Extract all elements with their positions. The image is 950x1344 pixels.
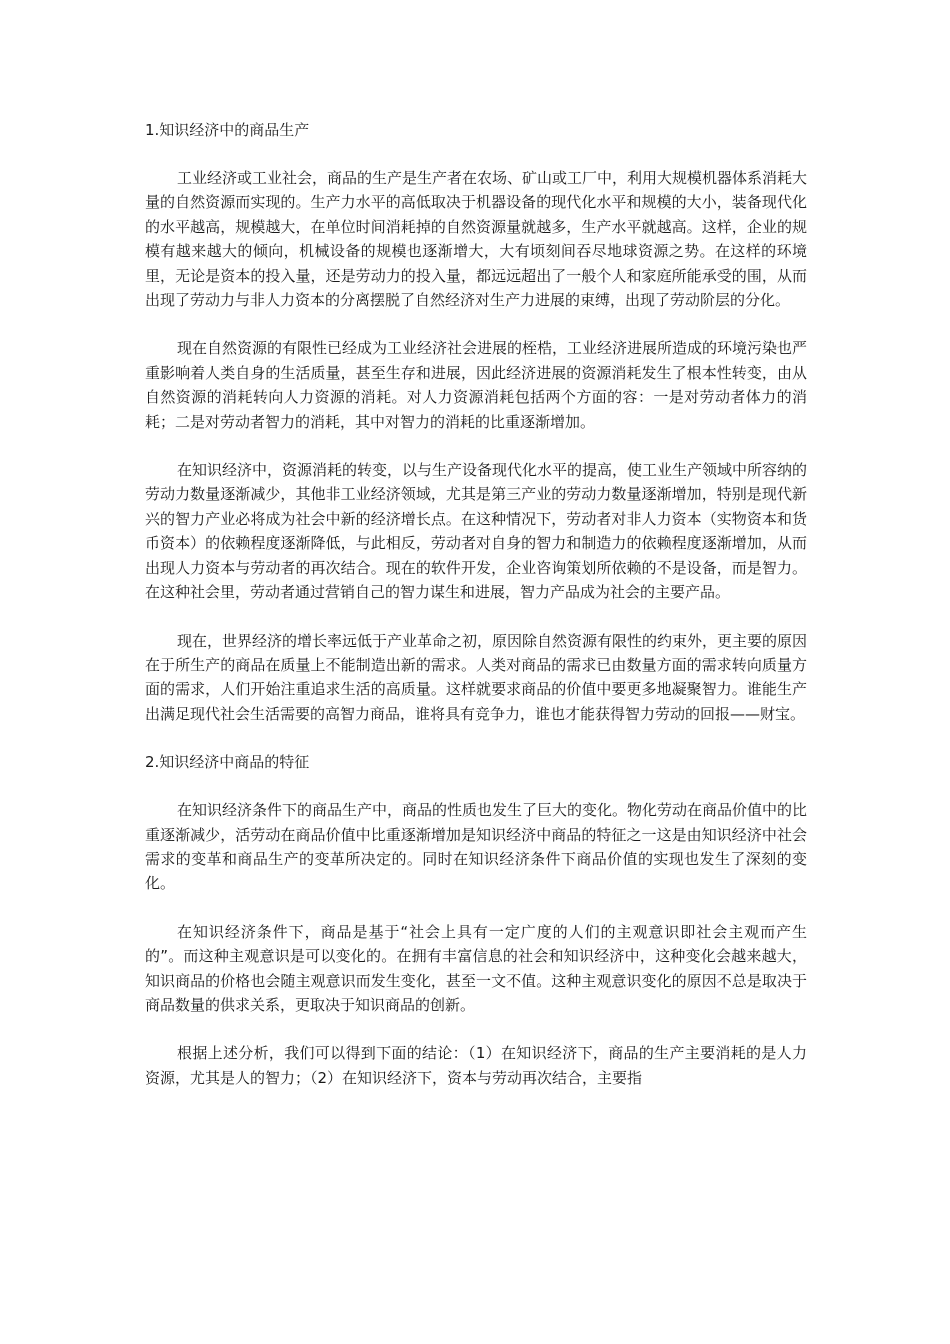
paragraph: 在知识经济中，资源消耗的转变，以与生产设备现代化水平的提高，使工业生产领域中所容纳的劳动力数量逐渐减少，其他非工业经济领域，尤其是第三产业的劳动力数量逐渐增加，特别是现代新兴的智力产业必将成为社会中新的经济增长点。在这种情况下，劳动者对非人力资本（实物资本和货币资本）的依赖程度逐渐降低，与此相反，劳动者对自身的智力和制造力的依赖程度逐渐增加，从而出现人力资本与劳动者的再次结合。现在的软件开发，企业咨询策划所依赖的不是设备，而是智力。在这种社会里，劳动者通过营销自己的智力谋生和进展，智力产品成为社会的主要产品。 — [145, 461, 808, 602]
section-1 — [145, 118, 807, 726]
paragraph: 现在，世界经济的增长率远低于产业革命之初，原因除自然资源有限性的约束外，更主要的原因在于所生产的商品在质量上不能制造出新的需求。人类对商品的需求已由数量方面的需求转向质量方面的需求，人们开始注重追求生活的高质量。这样就要求商品的价值中要更多地凝聚智力。谁能生产出满足现代社会生活需要的高智力商品，谁将具有竞争力，谁也才能获得智力劳动的回报——财宝。 — [145, 631, 808, 723]
paragraph: 根据上述分析，我们可以得到下面的结论：（1）在知识经济下，商品的生产主要消耗的是人力资源，尤其是人的智力；（2）在知识经济下，资本与劳动再次结合，主要指 — [145, 1044, 807, 1087]
document-page — [145, 118, 807, 1090]
paragraph: 工业经济或工业社会，商品的生产是生产者在农场、矿山或工厂中，利用大规模机器体系消耗大量的自然资源而实现的。生产力水平的高低取决于机器设备的现代化水平和规模的大小，装备现代化的水平越高，规模越大，在单位时间消耗掉的自然资源量就越多，生产水平就越高。这样，企业的规模有越来越大的倾向，机械设备的规模也逐渐增大，大有顷刻间吞尽地球资源之势。在这样的环境里，无论是资本的投入量，还是劳动力的投入量，都远远超出了一般个人和家庭所能承受的围，从而出现了劳动力与非人力资本的分离摆脱了自然经济对生产力进展的束缚，出现了劳动阶层的分化。 — [145, 169, 808, 310]
section-heading: 1.知识经济中的商品生产 — [145, 121, 310, 139]
paragraph: 现在自然资源的有限性已经成为工业经济社会进展的桎梏，工业经济进展所造成的环境污染也严重影响着人类自身的生活质量，甚至生存和进展，因此经济进展的资源消耗发生了根本性转变，由从自然资源的消耗转向人力资源的消耗。对人力资源消耗包括两个方面的容：一是对劳动者体力的消耗；二是对劳动者智力的消耗，其中对智力的消耗的比重逐渐增加。 — [145, 339, 808, 431]
paragraph: 在知识经济条件下，商品是基于“社会上具有一定广度的人们的主观意识即社会主观而产生的”。而这种主观意识是可以变化的。在拥有丰富信息的社会和知识经济中，这种变化会越来越大，知识商品的价格也会随主观意识而发生变化，甚至一文不值。这种主观意识变化的原因不总是取决于商品数量的供求关系，更取决于知识商品的创新。 — [145, 922, 807, 1014]
section-heading: 2.知识经济中商品的特征 — [145, 753, 310, 772]
paragraph: 在知识经济条件下的商品生产中，商品的性质也发生了巨大的变化。物化劳动在商品价值中的比重逐渐减少，活劳动在商品价值中比重逐渐增加是知识经济中商品的特征之一这是由知识经济中社会需求的变革和商品生产的变革所决定的。同时在知识经济条件下商品价值的实现也发生了深刻的变化。 — [145, 801, 808, 893]
section-2 — [145, 750, 807, 1090]
